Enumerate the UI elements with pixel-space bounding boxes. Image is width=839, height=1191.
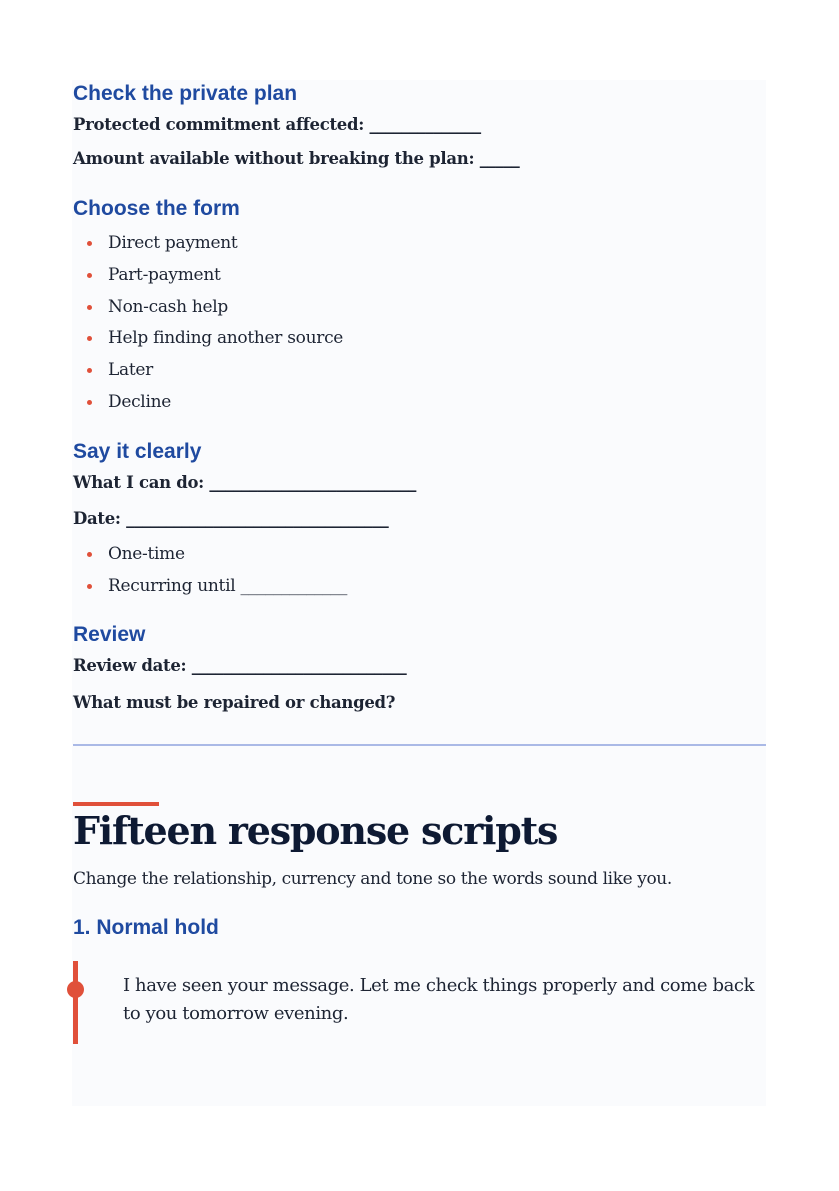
list-item-label: Decline — [108, 391, 171, 412]
bullet-icon — [87, 273, 92, 278]
field-review-date: Review date: ___________________________ — [73, 656, 407, 675]
bullet-icon — [87, 241, 92, 246]
section-title-choose-form: Choose the form — [73, 197, 240, 220]
list-item-label: Direct payment — [108, 233, 238, 253]
field-amount-available: Amount available without breaking the plan: _____ — [73, 149, 520, 168]
frequency-options-list — [73, 543, 347, 607]
script-quote: I have seen your message. Let me check things properly and come back to you tomorrow evening. — [123, 975, 755, 1024]
bullet-icon — [87, 336, 92, 341]
bullet-icon — [87, 584, 92, 589]
list-item — [73, 391, 343, 423]
page-subtitle: Change the relationship, currency and tone so the words sound like you. — [73, 869, 672, 889]
form-options-list — [73, 232, 343, 423]
section-title-say-clearly: Say it clearly — [73, 440, 202, 463]
field-protected-commitment: Protected commitment affected: ______________ — [73, 115, 481, 134]
list-item — [73, 359, 343, 391]
section-title-review: Review — [73, 623, 146, 646]
list-item — [73, 575, 347, 607]
quote-marker-icon — [67, 981, 84, 998]
bullet-icon — [87, 305, 92, 310]
quote-accent-bar — [73, 961, 78, 1044]
list-item-label: Help finding another source — [108, 328, 344, 349]
list-item-label: One-time — [108, 544, 185, 564]
list-item — [73, 327, 343, 359]
list-item — [73, 232, 343, 264]
section-divider — [73, 744, 766, 746]
bullet-icon — [87, 400, 92, 405]
list-item — [73, 296, 343, 328]
list-item-label: Recurring until _____________ — [108, 575, 348, 596]
field-date: Date: _________________________________ — [73, 509, 389, 528]
script-heading-normal-hold: 1. Normal hold — [73, 916, 219, 939]
page-title: Fifteen response scripts — [73, 808, 558, 853]
list-item-label: Part-payment — [108, 264, 221, 285]
field-what-i-can-do: What I can do: __________________________ — [73, 473, 417, 492]
field-repair-or-change: What must be repaired or changed? — [73, 693, 396, 712]
bullet-icon — [87, 368, 92, 373]
list-item — [73, 543, 347, 575]
list-item-label: Later — [108, 360, 153, 381]
bullet-icon — [87, 552, 92, 557]
list-item — [73, 264, 343, 296]
list-item-label: Non-cash help — [108, 296, 228, 317]
section-title-check-plan: Check the private plan — [73, 82, 298, 105]
title-accent-bar — [73, 802, 159, 806]
